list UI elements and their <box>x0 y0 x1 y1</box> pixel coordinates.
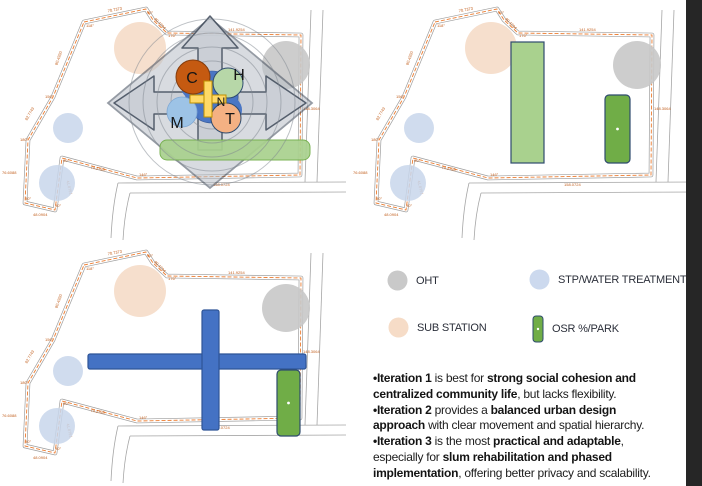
marker-t: T <box>225 111 235 128</box>
analysis-bold-text: •Iteration 1 <box>373 371 432 385</box>
analysis-bold-text: approach <box>373 418 426 433</box>
stp-swatch-icon <box>529 269 550 290</box>
legend-label-osr-park: OSR %/PARK <box>552 323 619 335</box>
analysis-bold-text: strong social cohesion and <box>486 371 636 385</box>
analysis-text: , <box>620 434 624 449</box>
screen-edge-bar <box>686 0 702 486</box>
analysis-bold-text: balanced urban design <box>490 402 617 417</box>
legend-item-oht <box>387 270 439 291</box>
iteration-analysis <box>373 371 685 482</box>
iteration-3-diagram <box>0 243 351 486</box>
analysis-text: is best for <box>431 371 487 385</box>
iteration-1-diagram <box>0 0 351 243</box>
park-strip <box>160 140 310 160</box>
legend-item-stp <box>529 269 686 290</box>
analysis-text: provides a <box>431 402 491 417</box>
analysis-text: with clear movement and spatial hierarchy. <box>425 418 645 433</box>
analysis-text: , but lacks flexibility. <box>517 386 617 401</box>
legend-item-osr-park <box>532 315 619 343</box>
park-center-dot <box>616 128 619 131</box>
osr-park-swatch-icon <box>532 315 544 343</box>
legend-label-substation: SUB STATION <box>417 321 487 334</box>
iteration-2-diagram <box>351 0 702 243</box>
substation-swatch-icon <box>388 317 409 338</box>
green-band <box>511 42 544 163</box>
analysis-bold-text: centralized community life <box>373 386 518 401</box>
marker-c: C <box>186 70 198 87</box>
marker-m: M <box>170 115 184 132</box>
legend-item-substation <box>388 317 487 338</box>
analysis-bold-text: implementation <box>373 465 459 480</box>
analysis-text: especially for <box>373 449 443 464</box>
marker-h: H <box>233 67 245 84</box>
marker-n: N <box>216 95 226 109</box>
analysis-bold-text: practical and adaptable <box>492 434 621 449</box>
analysis-bold-text: •Iteration 3 <box>373 434 432 449</box>
legend-label-oht: OHT <box>416 274 439 287</box>
oht-swatch-icon <box>387 270 408 291</box>
analysis-bold-text: slum rehabilitation and phased <box>442 449 612 464</box>
park-center-dot <box>287 402 290 405</box>
analysis-bold-text: •Iteration 2 <box>373 402 432 417</box>
legend-label-stp: STP/WATER TREATMENT <box>558 273 687 286</box>
analysis-text: , offering better privacy and scalability. <box>458 465 651 480</box>
analysis-text: is the most <box>431 434 493 449</box>
